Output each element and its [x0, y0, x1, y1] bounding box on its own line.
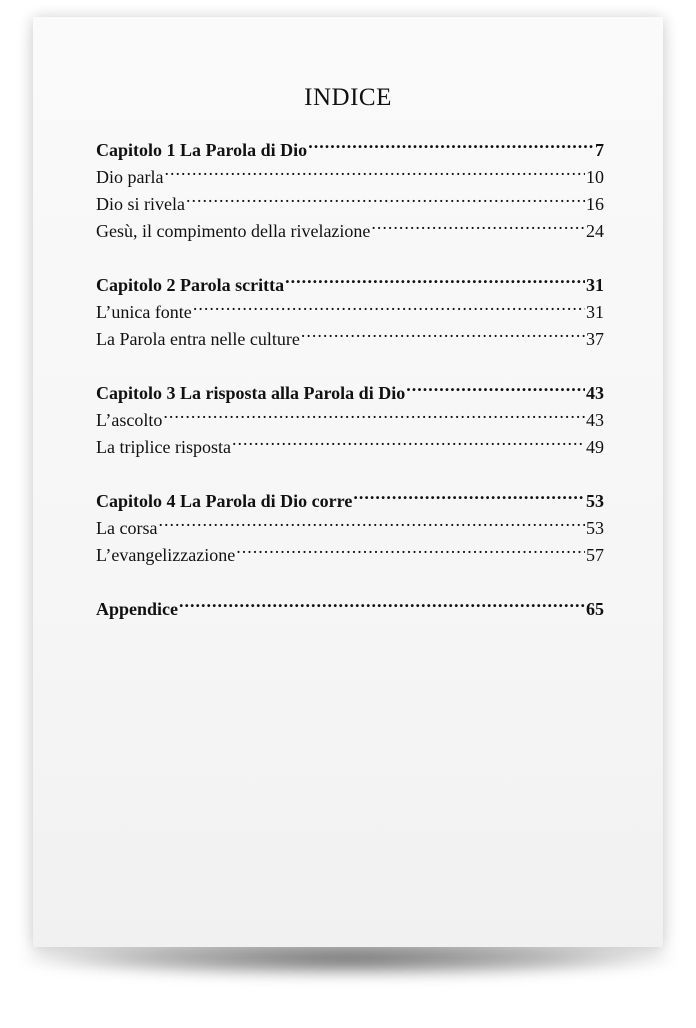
toc-chapter-label: Capitolo 2 Parola scritta — [96, 275, 285, 295]
dot-leader — [186, 183, 585, 210]
toc-page-number: 16 — [586, 194, 604, 214]
toc-item-label: La corsa — [96, 518, 158, 538]
toc-item-label: La triplice risposta — [96, 437, 231, 457]
toc-page-number: 53 — [586, 518, 604, 538]
dot-leader — [308, 129, 594, 156]
toc-chapter-2 — [96, 264, 604, 295]
dot-leader — [353, 480, 585, 507]
toc-chapter-4 — [96, 480, 604, 511]
table-of-contents — [96, 129, 604, 619]
toc-item — [96, 507, 604, 538]
toc-chapter-3 — [96, 372, 604, 403]
dot-leader — [179, 588, 585, 615]
dot-leader — [406, 372, 585, 399]
toc-page-number: 37 — [586, 329, 604, 349]
toc-chapter-1 — [96, 129, 604, 160]
toc-item-label: Gesù, il compimento della rivelazione — [96, 221, 371, 241]
book-page — [33, 17, 663, 947]
toc-item — [96, 183, 604, 214]
toc-item — [96, 156, 604, 187]
toc-item — [96, 534, 604, 565]
toc-page-number: 57 — [586, 545, 604, 565]
toc-item — [96, 399, 604, 430]
toc-page-number: 7 — [595, 140, 604, 160]
toc-item-label: La Parola entra nelle culture — [96, 329, 300, 349]
toc-chapter-label: Appendice — [96, 599, 179, 619]
index-title: INDICE — [304, 84, 392, 111]
toc-appendix — [96, 588, 604, 619]
dot-leader — [371, 210, 585, 237]
toc-item-label: Dio parla — [96, 167, 164, 187]
toc-page-number: 24 — [586, 221, 604, 241]
toc-page-number: 53 — [586, 491, 604, 511]
dot-leader — [164, 156, 585, 183]
dot-leader — [236, 534, 585, 561]
dot-leader — [158, 507, 585, 534]
toc-page-number: 43 — [586, 410, 604, 430]
toc-page-number: 31 — [586, 275, 604, 295]
toc-item-label: Dio si rivela — [96, 194, 185, 214]
toc-page-number: 49 — [586, 437, 604, 457]
toc-page-number: 65 — [586, 599, 604, 619]
dot-leader — [301, 318, 585, 345]
toc-item-label: L’evangelizzazione — [96, 545, 236, 565]
toc-item — [96, 426, 604, 457]
toc-chapter-label: Capitolo 1 La Parola di Dio — [96, 140, 308, 160]
toc-page-number: 10 — [586, 167, 604, 187]
dot-leader — [193, 291, 585, 318]
toc-chapter-label: Capitolo 3 La risposta alla Parola di Dio — [96, 383, 406, 403]
dot-leader — [163, 399, 585, 426]
toc-page-number: 43 — [586, 383, 604, 403]
toc-chapter-label: Capitolo 4 La Parola di Dio corre — [96, 491, 353, 511]
dot-leader — [285, 264, 585, 291]
toc-item-label: L’unica fonte — [96, 302, 192, 322]
dot-leader — [232, 426, 585, 453]
toc-page-number: 31 — [586, 302, 604, 322]
toc-item-label: L’ascolto — [96, 410, 163, 430]
